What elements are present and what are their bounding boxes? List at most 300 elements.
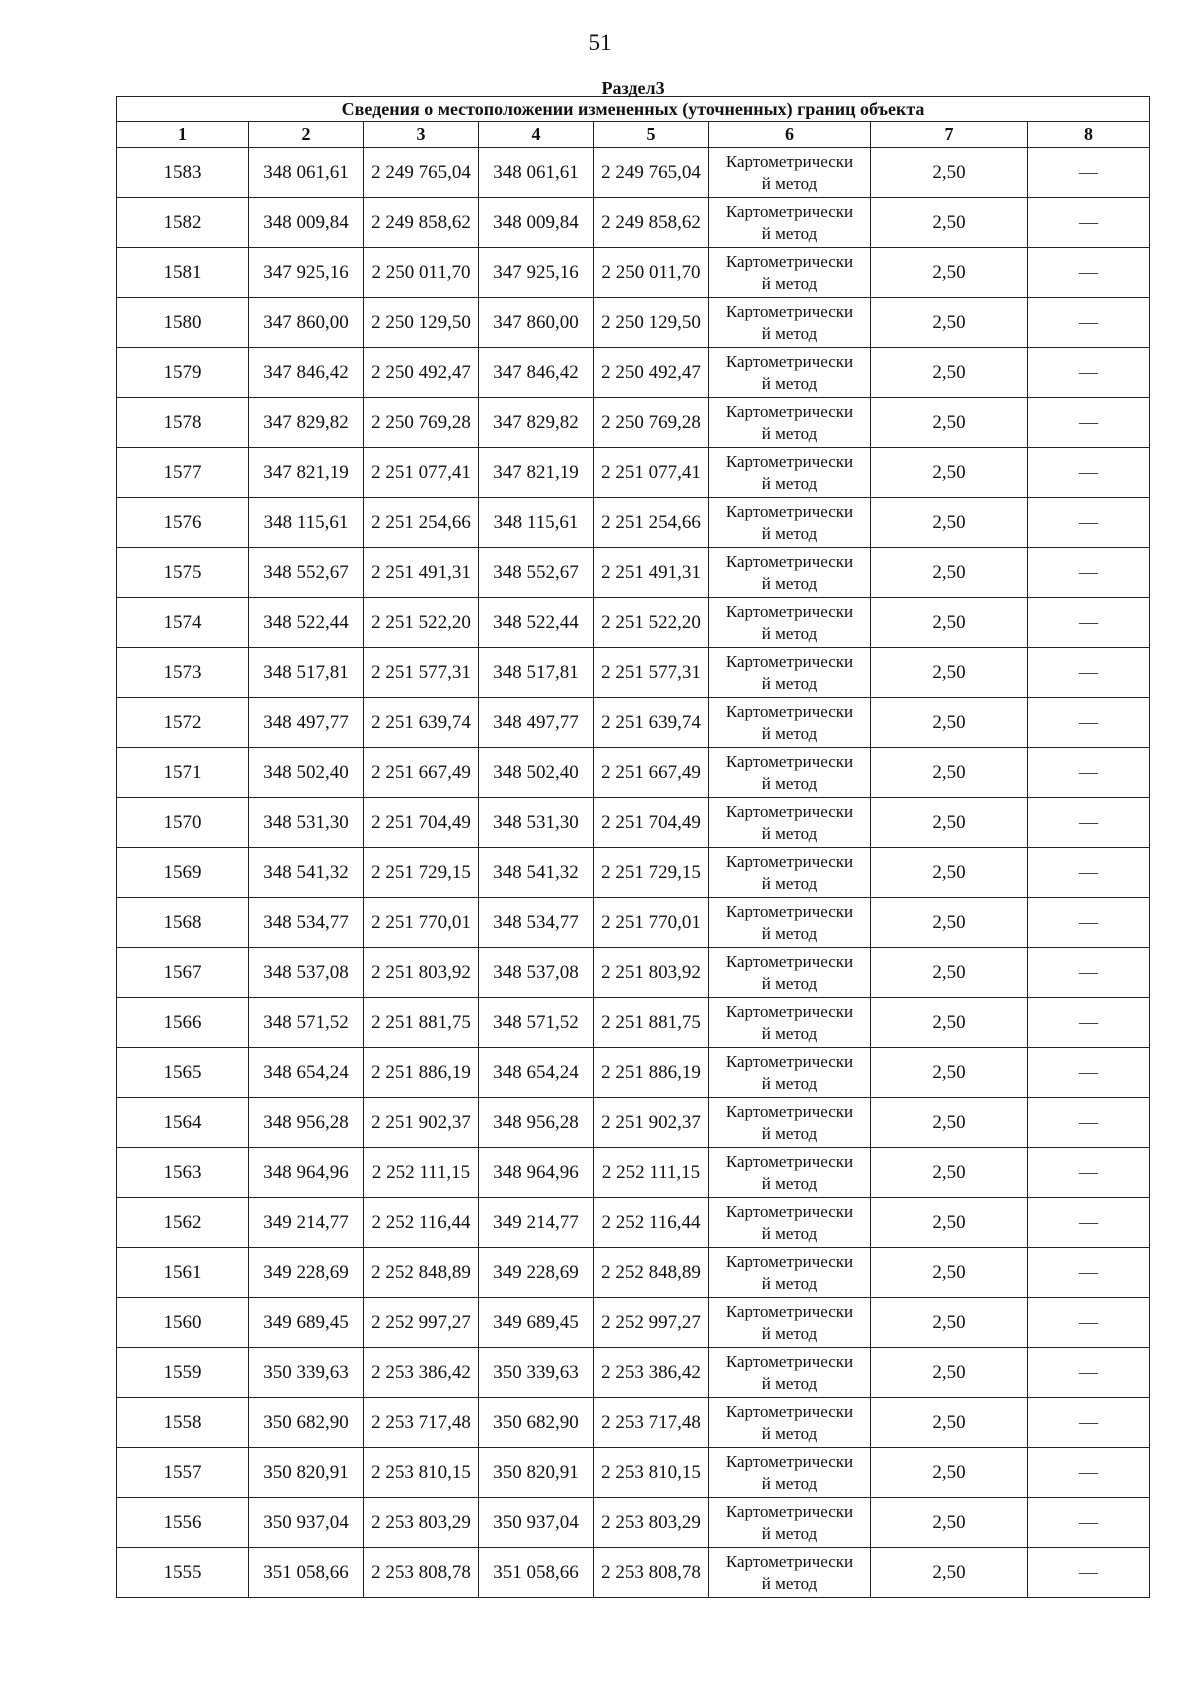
x-old-cell: 348 956,28 xyxy=(249,1098,364,1148)
method-cell xyxy=(709,848,871,898)
x-new-cell: 348 571,52 xyxy=(479,998,594,1048)
table-row xyxy=(117,1248,1150,1298)
note-cell: — xyxy=(1028,748,1150,798)
method-cell xyxy=(709,748,871,798)
table-row xyxy=(117,348,1150,398)
accuracy-cell: 2,50 xyxy=(871,748,1028,798)
note-cell: — xyxy=(1028,1198,1150,1248)
y-old-cell: 2 251 902,37 xyxy=(364,1098,479,1148)
note-cell: — xyxy=(1028,1298,1150,1348)
method-cell xyxy=(709,998,871,1048)
x-new-cell: 348 531,30 xyxy=(479,798,594,848)
point-number-cell: 1565 xyxy=(117,1048,249,1098)
note-cell: — xyxy=(1028,1398,1150,1448)
x-old-cell: 351 058,66 xyxy=(249,1548,364,1598)
method-line-1: Картометрически xyxy=(725,1451,854,1471)
table-row xyxy=(117,698,1150,748)
method-cell xyxy=(709,1348,871,1398)
method-line-2: й метод xyxy=(761,273,818,293)
method-line-2: й метод xyxy=(761,923,818,943)
method-line-1: Картометрически xyxy=(725,501,854,521)
method-line-1: Картометрически xyxy=(725,251,854,271)
x-new-cell: 351 058,66 xyxy=(479,1548,594,1598)
method-line-2: й метод xyxy=(761,423,818,443)
table-row xyxy=(117,1398,1150,1448)
y-new-cell: 2 251 886,19 xyxy=(594,1048,709,1098)
method-cell xyxy=(709,898,871,948)
method-line-2: й метод xyxy=(761,873,818,893)
method-line-1: Картометрически xyxy=(725,551,854,571)
method-line-1: Картометрически xyxy=(725,401,854,421)
method-cell xyxy=(709,298,871,348)
point-number-cell: 1560 xyxy=(117,1298,249,1348)
y-new-cell: 2 253 803,29 xyxy=(594,1498,709,1548)
x-new-cell: 348 537,08 xyxy=(479,948,594,998)
note-cell: — xyxy=(1028,648,1150,698)
accuracy-cell: 2,50 xyxy=(871,448,1028,498)
note-cell: — xyxy=(1028,798,1150,848)
y-old-cell: 2 251 491,31 xyxy=(364,548,479,598)
y-new-cell: 2 251 902,37 xyxy=(594,1098,709,1148)
method-line-1: Картометрически xyxy=(725,201,854,221)
note-cell: — xyxy=(1028,448,1150,498)
y-old-cell: 2 251 577,31 xyxy=(364,648,479,698)
x-new-cell: 348 009,84 xyxy=(479,198,594,248)
x-old-cell: 349 214,77 xyxy=(249,1198,364,1248)
y-new-cell: 2 252 997,27 xyxy=(594,1298,709,1348)
method-cell xyxy=(709,598,871,648)
table-row xyxy=(117,198,1150,248)
x-old-cell: 348 571,52 xyxy=(249,998,364,1048)
table-row xyxy=(117,1148,1150,1198)
y-new-cell: 2 253 386,42 xyxy=(594,1348,709,1398)
x-new-cell: 348 534,77 xyxy=(479,898,594,948)
method-cell xyxy=(709,698,871,748)
accuracy-cell: 2,50 xyxy=(871,598,1028,648)
y-old-cell: 2 251 254,66 xyxy=(364,498,479,548)
table-body xyxy=(117,148,1150,1598)
method-cell xyxy=(709,548,871,598)
method-cell xyxy=(709,198,871,248)
method-line-2: й метод xyxy=(761,1073,818,1093)
point-number-cell: 1566 xyxy=(117,998,249,1048)
section-label: Раздел3 xyxy=(601,78,665,98)
x-new-cell: 347 821,19 xyxy=(479,448,594,498)
accuracy-cell: 2,50 xyxy=(871,198,1028,248)
method-line-2: й метод xyxy=(761,1323,818,1343)
y-new-cell: 2 253 808,78 xyxy=(594,1548,709,1598)
note-cell: — xyxy=(1028,1048,1150,1098)
point-number-cell: 1578 xyxy=(117,398,249,448)
method-line-2: й метод xyxy=(761,173,818,193)
method-cell xyxy=(709,1548,871,1598)
method-cell xyxy=(709,448,871,498)
point-number-cell: 1575 xyxy=(117,548,249,598)
x-new-cell: 350 937,04 xyxy=(479,1498,594,1548)
method-line-2: й метод xyxy=(761,823,818,843)
point-number-cell: 1574 xyxy=(117,598,249,648)
x-old-cell: 350 937,04 xyxy=(249,1498,364,1548)
x-old-cell: 347 925,16 xyxy=(249,248,364,298)
point-number-cell: 1580 xyxy=(117,298,249,348)
y-old-cell: 2 251 770,01 xyxy=(364,898,479,948)
y-old-cell: 2 250 129,50 xyxy=(364,298,479,348)
method-line-1: Картометрически xyxy=(725,1401,854,1421)
y-new-cell: 2 250 129,50 xyxy=(594,298,709,348)
y-new-cell: 2 251 729,15 xyxy=(594,848,709,898)
x-old-cell: 347 829,82 xyxy=(249,398,364,448)
method-line-1: Картометрически xyxy=(725,1201,854,1221)
method-line-1: Картометрически xyxy=(725,1101,854,1121)
note-cell: — xyxy=(1028,898,1150,948)
method-cell xyxy=(709,1398,871,1448)
y-new-cell: 2 249 765,04 xyxy=(594,148,709,198)
y-old-cell: 2 250 492,47 xyxy=(364,348,479,398)
point-number-cell: 1561 xyxy=(117,1248,249,1298)
x-new-cell: 348 502,40 xyxy=(479,748,594,798)
x-old-cell: 348 009,84 xyxy=(249,198,364,248)
x-old-cell: 348 497,77 xyxy=(249,698,364,748)
y-old-cell: 2 251 803,92 xyxy=(364,948,479,998)
y-old-cell: 2 252 848,89 xyxy=(364,1248,479,1298)
method-line-2: й метод xyxy=(761,573,818,593)
x-old-cell: 348 115,61 xyxy=(249,498,364,548)
table-row xyxy=(117,1098,1150,1148)
y-new-cell: 2 249 858,62 xyxy=(594,198,709,248)
y-new-cell: 2 251 803,92 xyxy=(594,948,709,998)
accuracy-cell: 2,50 xyxy=(871,1248,1028,1298)
accuracy-cell: 2,50 xyxy=(871,1148,1028,1198)
method-cell xyxy=(709,348,871,398)
y-new-cell: 2 253 717,48 xyxy=(594,1398,709,1448)
table-row xyxy=(117,1298,1150,1348)
note-cell: — xyxy=(1028,498,1150,548)
note-cell: — xyxy=(1028,998,1150,1048)
table-row xyxy=(117,598,1150,648)
method-line-2: й метод xyxy=(761,323,818,343)
table-row xyxy=(117,948,1150,998)
accuracy-cell: 2,50 xyxy=(871,1498,1028,1548)
table-row xyxy=(117,798,1150,848)
note-cell: — xyxy=(1028,548,1150,598)
x-new-cell: 347 925,16 xyxy=(479,248,594,298)
x-new-cell: 348 061,61 xyxy=(479,148,594,198)
method-cell xyxy=(709,798,871,848)
y-old-cell: 2 253 717,48 xyxy=(364,1398,479,1448)
accuracy-cell: 2,50 xyxy=(871,1048,1028,1098)
accuracy-cell: 2,50 xyxy=(871,1198,1028,1248)
method-cell xyxy=(709,1198,871,1248)
point-number-cell: 1570 xyxy=(117,798,249,848)
x-old-cell: 348 537,08 xyxy=(249,948,364,998)
method-line-2: й метод xyxy=(761,1373,818,1393)
x-old-cell: 347 846,42 xyxy=(249,348,364,398)
x-old-cell: 350 820,91 xyxy=(249,1448,364,1498)
accuracy-cell: 2,50 xyxy=(871,1098,1028,1148)
table-row xyxy=(117,398,1150,448)
note-cell: — xyxy=(1028,1148,1150,1198)
y-new-cell: 2 251 077,41 xyxy=(594,448,709,498)
table-row xyxy=(117,648,1150,698)
y-old-cell: 2 253 386,42 xyxy=(364,1348,479,1398)
method-line-2: й метод xyxy=(761,773,818,793)
table-row xyxy=(117,298,1150,348)
column-header-7: 7 xyxy=(871,122,1028,148)
point-number-cell: 1562 xyxy=(117,1198,249,1248)
x-old-cell: 348 522,44 xyxy=(249,598,364,648)
table-row xyxy=(117,1048,1150,1098)
method-cell xyxy=(709,398,871,448)
method-cell xyxy=(709,1048,871,1098)
accuracy-cell: 2,50 xyxy=(871,398,1028,448)
method-line-2: й метод xyxy=(761,1223,818,1243)
y-old-cell: 2 250 769,28 xyxy=(364,398,479,448)
point-number-cell: 1555 xyxy=(117,1548,249,1598)
table-row xyxy=(117,248,1150,298)
y-old-cell: 2 251 522,20 xyxy=(364,598,479,648)
method-line-2: й метод xyxy=(761,373,818,393)
accuracy-cell: 2,50 xyxy=(871,1298,1028,1348)
point-number-cell: 1581 xyxy=(117,248,249,298)
note-cell: — xyxy=(1028,198,1150,248)
x-new-cell: 350 820,91 xyxy=(479,1448,594,1498)
method-line-2: й метод xyxy=(761,1523,818,1543)
x-old-cell: 349 228,69 xyxy=(249,1248,364,1298)
x-new-cell: 349 228,69 xyxy=(479,1248,594,1298)
column-header-6: 6 xyxy=(709,122,871,148)
table-title: Сведения о местоположении измененных (уточненных) границ объекта xyxy=(117,97,1150,122)
method-line-2: й метод xyxy=(761,1023,818,1043)
method-line-2: й метод xyxy=(761,473,818,493)
y-old-cell: 2 251 704,49 xyxy=(364,798,479,848)
method-line-1: Картометрически xyxy=(725,751,854,771)
note-cell: — xyxy=(1028,1348,1150,1398)
y-old-cell: 2 249 765,04 xyxy=(364,148,479,198)
note-cell: — xyxy=(1028,948,1150,998)
method-line-2: й метод xyxy=(761,623,818,643)
y-old-cell: 2 251 886,19 xyxy=(364,1048,479,1098)
method-line-2: й метод xyxy=(761,223,818,243)
table-row xyxy=(117,748,1150,798)
x-new-cell: 348 497,77 xyxy=(479,698,594,748)
method-line-2: й метод xyxy=(761,1573,818,1593)
method-line-2: й метод xyxy=(761,523,818,543)
method-line-1: Картометрически xyxy=(725,651,854,671)
x-old-cell: 350 682,90 xyxy=(249,1398,364,1448)
method-cell xyxy=(709,648,871,698)
column-header-4: 4 xyxy=(479,122,594,148)
accuracy-cell: 2,50 xyxy=(871,948,1028,998)
point-number-cell: 1563 xyxy=(117,1148,249,1198)
table-row xyxy=(117,1348,1150,1398)
accuracy-cell: 2,50 xyxy=(871,798,1028,848)
x-new-cell: 348 654,24 xyxy=(479,1048,594,1098)
y-old-cell: 2 253 810,15 xyxy=(364,1448,479,1498)
method-line-1: Картометрически xyxy=(725,1001,854,1021)
y-new-cell: 2 250 492,47 xyxy=(594,348,709,398)
method-line-1: Картометрически xyxy=(725,1551,854,1571)
note-cell: — xyxy=(1028,598,1150,648)
y-new-cell: 2 251 881,75 xyxy=(594,998,709,1048)
x-new-cell: 348 115,61 xyxy=(479,498,594,548)
column-header-5: 5 xyxy=(594,122,709,148)
table-row xyxy=(117,898,1150,948)
accuracy-cell: 2,50 xyxy=(871,1548,1028,1598)
point-number-cell: 1572 xyxy=(117,698,249,748)
y-old-cell: 2 250 011,70 xyxy=(364,248,479,298)
column-header-8: 8 xyxy=(1028,122,1150,148)
method-line-2: й метод xyxy=(761,723,818,743)
column-header-2: 2 xyxy=(249,122,364,148)
method-cell xyxy=(709,148,871,198)
method-line-1: Картометрически xyxy=(725,351,854,371)
y-old-cell: 2 252 997,27 xyxy=(364,1298,479,1348)
x-new-cell: 347 846,42 xyxy=(479,348,594,398)
note-cell: — xyxy=(1028,1498,1150,1548)
x-new-cell: 349 214,77 xyxy=(479,1198,594,1248)
y-old-cell: 2 251 639,74 xyxy=(364,698,479,748)
x-old-cell: 350 339,63 xyxy=(249,1348,364,1398)
note-cell: — xyxy=(1028,1448,1150,1498)
point-number-cell: 1568 xyxy=(117,898,249,948)
x-new-cell: 347 860,00 xyxy=(479,298,594,348)
point-number-cell: 1583 xyxy=(117,148,249,198)
y-new-cell: 2 253 810,15 xyxy=(594,1448,709,1498)
x-new-cell: 350 682,90 xyxy=(479,1398,594,1448)
note-cell: — xyxy=(1028,248,1150,298)
x-old-cell: 348 552,67 xyxy=(249,548,364,598)
table-row xyxy=(117,848,1150,898)
column-header-1: 1 xyxy=(117,122,249,148)
point-number-cell: 1558 xyxy=(117,1398,249,1448)
accuracy-cell: 2,50 xyxy=(871,298,1028,348)
y-new-cell: 2 251 639,74 xyxy=(594,698,709,748)
method-cell xyxy=(709,1248,871,1298)
accuracy-cell: 2,50 xyxy=(871,898,1028,948)
y-old-cell: 2 251 077,41 xyxy=(364,448,479,498)
y-new-cell: 2 251 577,31 xyxy=(594,648,709,698)
y-old-cell: 2 253 803,29 xyxy=(364,1498,479,1548)
method-cell xyxy=(709,948,871,998)
table-row xyxy=(117,1548,1150,1598)
method-line-1: Картометрически xyxy=(725,801,854,821)
table-row xyxy=(117,1498,1150,1548)
x-new-cell: 349 689,45 xyxy=(479,1298,594,1348)
boundary-table xyxy=(116,80,1150,1598)
accuracy-cell: 2,50 xyxy=(871,698,1028,748)
accuracy-cell: 2,50 xyxy=(871,248,1028,298)
method-line-2: й метод xyxy=(761,1173,818,1193)
y-old-cell: 2 251 881,75 xyxy=(364,998,479,1048)
method-line-1: Картометрически xyxy=(725,151,854,171)
method-line-2: й метод xyxy=(761,1423,818,1443)
point-number-cell: 1564 xyxy=(117,1098,249,1148)
y-new-cell: 2 252 111,15 xyxy=(594,1148,709,1198)
accuracy-cell: 2,50 xyxy=(871,998,1028,1048)
x-old-cell: 348 061,61 xyxy=(249,148,364,198)
method-line-2: й метод xyxy=(761,1473,818,1493)
method-line-1: Картометрически xyxy=(725,851,854,871)
note-cell: — xyxy=(1028,348,1150,398)
x-new-cell: 348 964,96 xyxy=(479,1148,594,1198)
method-line-1: Картометрически xyxy=(725,701,854,721)
x-old-cell: 349 689,45 xyxy=(249,1298,364,1348)
accuracy-cell: 2,50 xyxy=(871,1348,1028,1398)
method-line-2: й метод xyxy=(761,1273,818,1293)
y-old-cell: 2 252 111,15 xyxy=(364,1148,479,1198)
note-cell: — xyxy=(1028,1098,1150,1148)
note-cell: — xyxy=(1028,1248,1150,1298)
y-old-cell: 2 251 667,49 xyxy=(364,748,479,798)
x-old-cell: 348 531,30 xyxy=(249,798,364,848)
point-number-cell: 1557 xyxy=(117,1448,249,1498)
point-number-cell: 1582 xyxy=(117,198,249,248)
note-cell: — xyxy=(1028,148,1150,198)
table-row xyxy=(117,498,1150,548)
method-line-2: й метод xyxy=(761,973,818,993)
y-new-cell: 2 252 848,89 xyxy=(594,1248,709,1298)
method-line-2: й метод xyxy=(761,673,818,693)
method-line-1: Картометрически xyxy=(725,1351,854,1371)
method-cell xyxy=(709,1148,871,1198)
method-line-2: й метод xyxy=(761,1123,818,1143)
method-cell xyxy=(709,498,871,548)
y-new-cell: 2 251 254,66 xyxy=(594,498,709,548)
column-number-row xyxy=(117,122,1150,148)
method-cell xyxy=(709,1298,871,1348)
accuracy-cell: 2,50 xyxy=(871,1448,1028,1498)
x-new-cell: 350 339,63 xyxy=(479,1348,594,1398)
note-cell: — xyxy=(1028,1548,1150,1598)
note-cell: — xyxy=(1028,398,1150,448)
point-number-cell: 1559 xyxy=(117,1348,249,1398)
method-line-1: Картометрически xyxy=(725,451,854,471)
point-number-cell: 1576 xyxy=(117,498,249,548)
note-cell: — xyxy=(1028,698,1150,748)
accuracy-cell: 2,50 xyxy=(871,148,1028,198)
x-new-cell: 348 541,32 xyxy=(479,848,594,898)
note-cell: — xyxy=(1028,848,1150,898)
x-old-cell: 347 821,19 xyxy=(249,448,364,498)
point-number-cell: 1571 xyxy=(117,748,249,798)
y-old-cell: 2 251 729,15 xyxy=(364,848,479,898)
table-row xyxy=(117,448,1150,498)
table-row xyxy=(117,148,1150,198)
y-old-cell: 2 252 116,44 xyxy=(364,1198,479,1248)
method-line-1: Картометрически xyxy=(725,1051,854,1071)
point-number-cell: 1569 xyxy=(117,848,249,898)
y-new-cell: 2 251 491,31 xyxy=(594,548,709,598)
y-new-cell: 2 251 770,01 xyxy=(594,898,709,948)
y-new-cell: 2 251 522,20 xyxy=(594,598,709,648)
accuracy-cell: 2,50 xyxy=(871,548,1028,598)
table-row xyxy=(117,1448,1150,1498)
x-old-cell: 348 534,77 xyxy=(249,898,364,948)
method-line-1: Картометрически xyxy=(725,601,854,621)
x-new-cell: 348 522,44 xyxy=(479,598,594,648)
method-line-1: Картометрически xyxy=(725,1151,854,1171)
y-new-cell: 2 251 667,49 xyxy=(594,748,709,798)
method-line-1: Картометрически xyxy=(725,901,854,921)
x-old-cell: 348 654,24 xyxy=(249,1048,364,1098)
point-number-cell: 1579 xyxy=(117,348,249,398)
point-number-cell: 1567 xyxy=(117,948,249,998)
note-cell: — xyxy=(1028,298,1150,348)
accuracy-cell: 2,50 xyxy=(871,348,1028,398)
accuracy-cell: 2,50 xyxy=(871,1398,1028,1448)
x-old-cell: 348 964,96 xyxy=(249,1148,364,1198)
x-new-cell: 347 829,82 xyxy=(479,398,594,448)
